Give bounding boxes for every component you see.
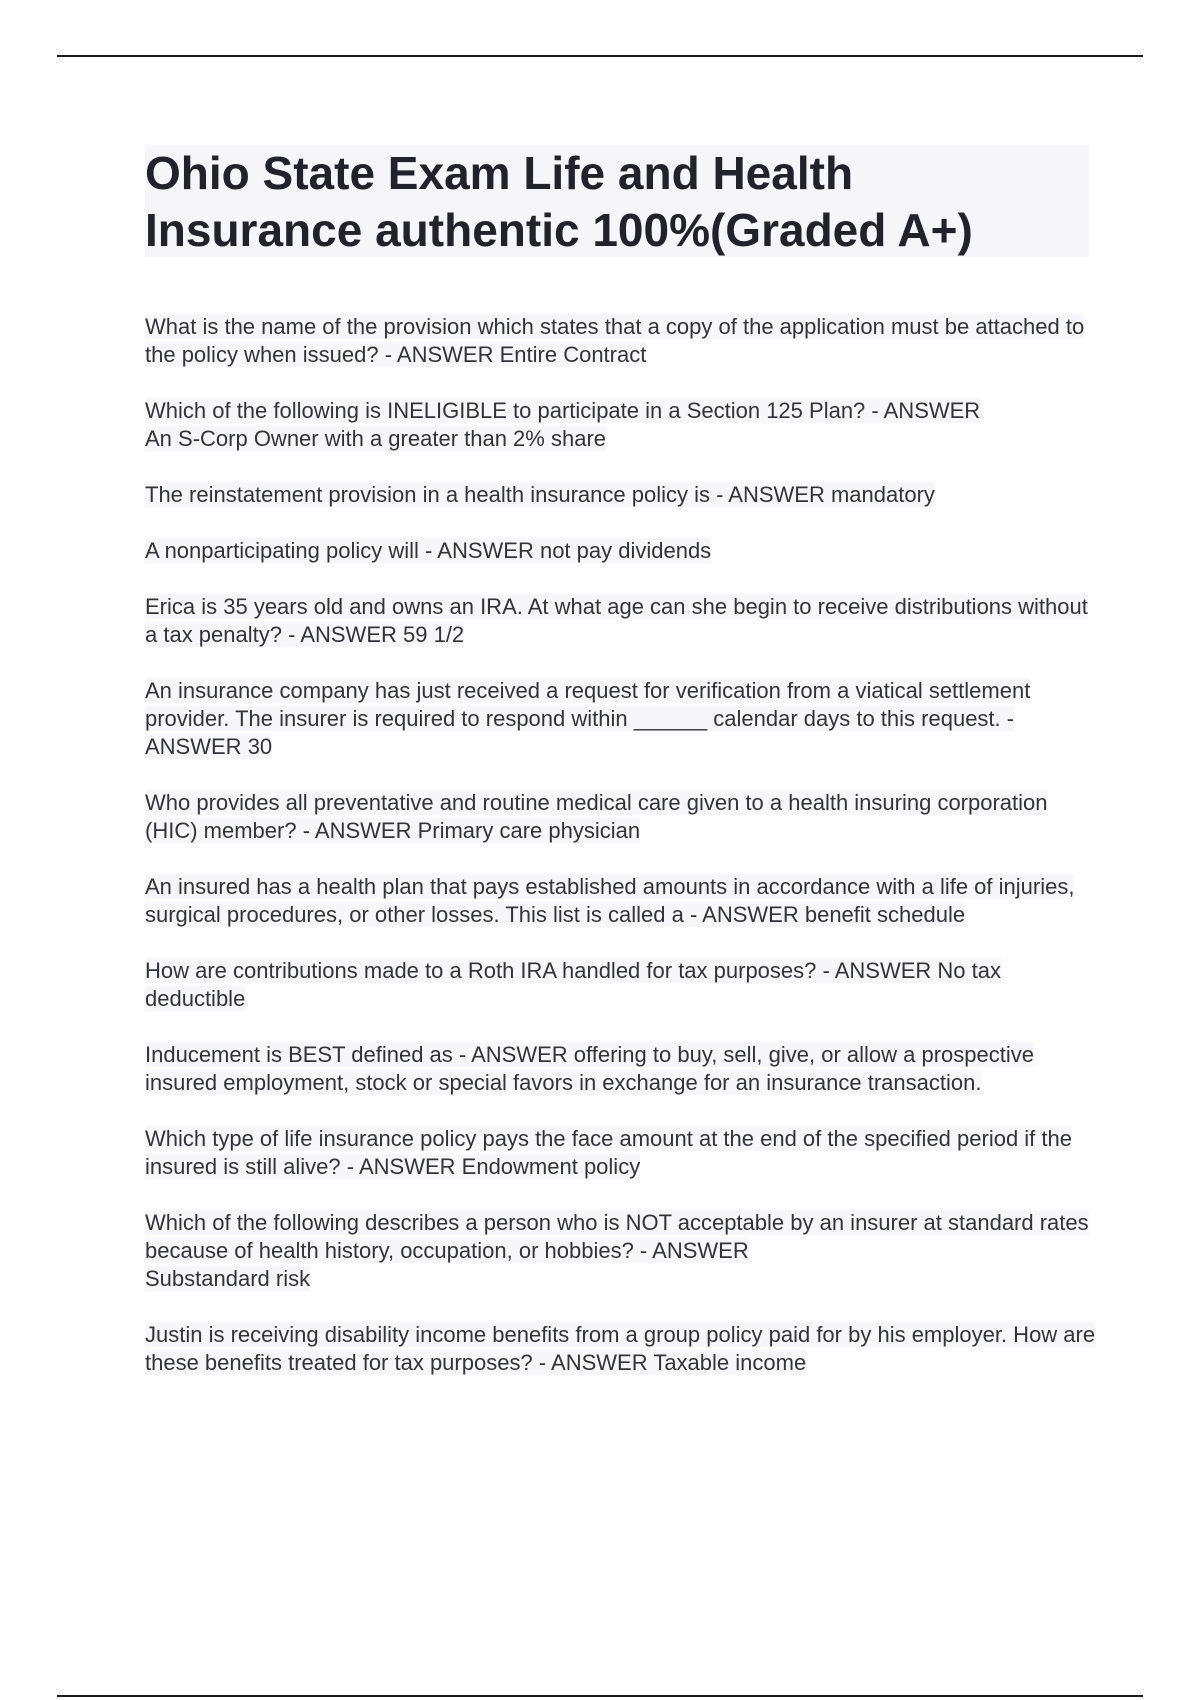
question-text: Which of the following is INELIGIBLE to participate in a Section 125 Plan? — [145, 398, 866, 423]
answer-separator: - ANSWER — [709, 482, 831, 507]
question-text: Which type of life insurance policy pays the face amount at the end of the specified period if the insured is still alive? — [145, 1126, 1072, 1179]
answer-separator: - ANSWER — [418, 538, 540, 563]
qa-item — [145, 1041, 1105, 1097]
answer-text: An S-Corp Owner with a greater than 2% share — [145, 426, 607, 451]
title-line-2: Insurance authentic 100%(Graded A+) — [145, 204, 973, 256]
answer-text: 30 — [247, 734, 273, 759]
answer-separator: - ANSWER — [281, 622, 403, 647]
answer-text: mandatory — [830, 482, 935, 507]
answer-separator: - ANSWER — [296, 818, 418, 843]
answer-separator: - ANSWER — [865, 398, 981, 423]
answer-separator: - ANSWER — [452, 1042, 574, 1067]
answer-text: No tax deductible — [145, 958, 1001, 1011]
answer-separator: - ANSWER — [633, 1238, 749, 1263]
document-title — [145, 145, 1089, 259]
answer-text: Primary care physician — [417, 818, 641, 843]
answer-text: Endowment policy — [461, 1154, 641, 1179]
top-rule — [57, 55, 1143, 57]
answer-text: 59 1/2 — [403, 622, 465, 647]
answer-text: benefit schedule — [804, 902, 966, 927]
answer-text: Taxable income — [653, 1350, 807, 1375]
title-block — [145, 145, 1089, 257]
answer-text: offering to buy, sell, give, or allow a prospective insured employment, stock or special favors in exchange for an insurance transaction. — [145, 1042, 1035, 1095]
answer-text: Entire Contract — [499, 342, 647, 367]
question-text: Who provides all preventative and routine medical care given to a health insuring corporation (HIC) member? — [145, 790, 1048, 843]
qa-list — [145, 313, 1105, 1405]
answer-separator: - ANSWER — [816, 958, 938, 983]
answer-separator: - ANSWER — [378, 342, 500, 367]
qa-item — [145, 1321, 1105, 1377]
question-text: A nonparticipating policy will — [145, 538, 419, 563]
answer-text: not pay dividends — [539, 538, 712, 563]
question-text: Which of the following describes a person who is NOT acceptable by an insurer at standard rates because of health history, occupation, or hobbies? — [145, 1210, 1089, 1263]
answer-separator: - ANSWER — [340, 1154, 462, 1179]
question-text: The reinstatement provision in a health insurance policy is — [145, 482, 710, 507]
qa-item — [145, 873, 1105, 929]
question-text: Justin is receiving disability income benefits from a group policy paid for by his employer. How are these benefits treated for tax purposes? — [145, 1322, 1096, 1375]
qa-item — [145, 481, 1105, 509]
question-text: How are contributions made to a Roth IRA handled for tax purposes? — [145, 958, 817, 983]
qa-item — [145, 593, 1105, 649]
qa-item — [145, 397, 1105, 453]
answer-text: Substandard risk — [145, 1266, 311, 1291]
question-text: An insurance company has just received a request for verification from a viatical settlement provider. The insurer is required to respond within ______ calendar days to this request. — [145, 678, 1031, 731]
answer-separator: - ANSWER — [683, 902, 805, 927]
qa-item — [145, 677, 1105, 761]
qa-item — [145, 313, 1105, 369]
answer-separator: - ANSWER — [532, 1350, 654, 1375]
qa-item — [145, 1125, 1105, 1181]
qa-item — [145, 537, 1105, 565]
qa-item — [145, 957, 1105, 1013]
bottom-rule — [57, 1695, 1143, 1697]
question-text: Erica is 35 years old and owns an IRA. At what age can she begin to receive distributions without a tax penalty? — [145, 594, 1088, 647]
question-text: What is the name of the provision which states that a copy of the application must be attached to the policy when issued? — [145, 314, 1085, 367]
qa-item — [145, 1209, 1105, 1293]
question-text: An insured has a health plan that pays established amounts in accordance with a life of injuries, surgical procedures, or other losses. This list is called a — [145, 874, 1075, 927]
qa-item — [145, 789, 1105, 845]
question-text: Inducement is BEST defined as — [145, 1042, 453, 1067]
answer-separator: - ANSWER — [145, 706, 1015, 759]
title-line-1: Ohio State Exam Life and Health — [145, 147, 854, 199]
